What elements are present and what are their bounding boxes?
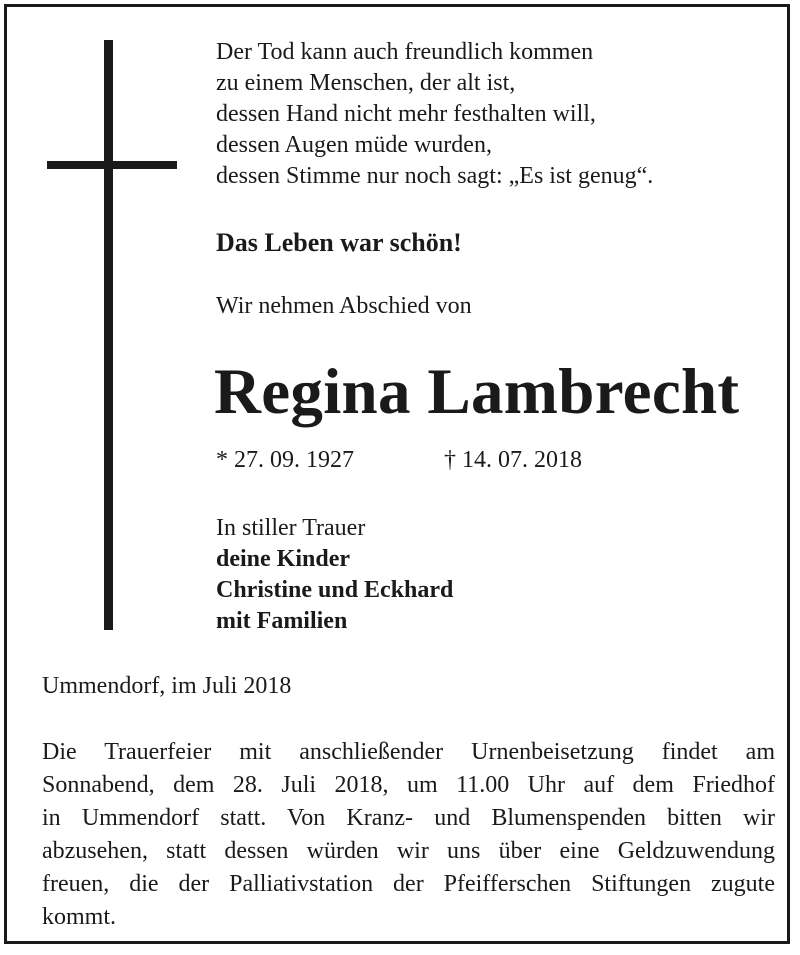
deceased-name: Regina Lambrecht xyxy=(214,356,740,428)
notice-line: kommt. xyxy=(42,904,117,930)
mourner-line: mit Familien xyxy=(216,608,348,634)
mourners-intro: In stiller Trauer xyxy=(216,515,366,541)
cross-horizontal-bar xyxy=(47,161,177,169)
poem-line: Der Tod kann auch freundlich kommen xyxy=(216,39,594,65)
farewell-text: Wir nehmen Abschied von xyxy=(216,293,472,319)
motto: Das Leben war schön! xyxy=(216,228,462,257)
notice-line: in Ummendorf statt. Von Kranz- und Blumenspenden bitten wir xyxy=(42,805,775,831)
poem-line: dessen Augen müde wurden, xyxy=(216,132,492,158)
mourner-line: deine Kinder xyxy=(216,546,351,572)
death-date: † 14. 07. 2018 xyxy=(444,447,582,473)
notice-line: Die Trauerfeier mit anschließender Urnenbeisetzung findet am xyxy=(42,739,775,765)
poem xyxy=(216,37,653,192)
poem-line: dessen Stimme nur noch sagt: „Es ist genug“. xyxy=(216,163,654,189)
obituary-frame xyxy=(4,4,790,944)
place-date: Ummendorf, im Juli 2018 xyxy=(42,673,292,699)
mourners xyxy=(216,513,453,637)
cross-vertical-bar xyxy=(104,40,113,630)
poem-line: zu einem Menschen, der alt ist, xyxy=(216,70,516,96)
notice-line: freuen, die der Palliativstation der Pfeifferschen Stiftungen zugute xyxy=(42,871,775,897)
funeral-notice xyxy=(42,736,775,934)
notice-line: abzusehen, statt dessen würden wir uns über eine Geldzuwendung xyxy=(42,838,775,864)
birth-date: * 27. 09. 1927 xyxy=(216,447,354,473)
notice-line: Sonnabend, dem 28. Juli 2018, um 11.00 Uhr auf dem Friedhof xyxy=(42,772,775,798)
poem-line: dessen Hand nicht mehr festhalten will, xyxy=(216,101,596,127)
mourner-line: Christine und Eckhard xyxy=(216,577,454,603)
